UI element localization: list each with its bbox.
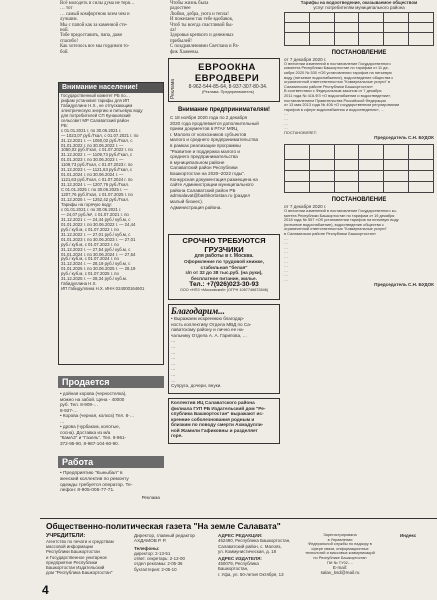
index-title: Индекс xyxy=(399,533,417,538)
text-line: руб./ куб.м, с 01.07.2024 г. по xyxy=(61,256,119,262)
text-line: ответ. секретарь: 2-12-00 xyxy=(134,556,185,562)
text-line: … xyxy=(284,258,288,264)
text-line: 01.01.2022 г. по 30.06.2022 г. — xyxy=(61,142,124,148)
greeting-block xyxy=(168,0,280,56)
text-line: и Государственное унитарное xyxy=(46,554,107,560)
text-line: электрическую энергию и питьевую воду xyxy=(61,107,143,113)
text-line: в рамках реализации программы xyxy=(170,142,241,148)
text-line: 2020 года продлевается дополнительный xyxy=(170,120,259,126)
text-line: Коллектив ИЦ Салаватского района xyxy=(171,400,255,405)
text-line: С поздравлениями Светлана и Ра- xyxy=(170,44,240,50)
text-line: руб./ куб.м, с 01.07.2025 г. по xyxy=(61,271,119,277)
text-line: С 18 ноября 2020 года по 2 декабря xyxy=(170,115,248,120)
text-line: Салаватский район Республики xyxy=(170,165,238,171)
warning-block xyxy=(168,106,280,228)
decree-2-sign: Председатель С.Н. БУДОК xyxy=(374,282,434,288)
tariff-notice xyxy=(58,82,164,365)
text-line: постановлением Правительства Российской Федерации xyxy=(284,97,386,103)
text-line: • дрова (чурбаком, колотые, xyxy=(60,424,120,429)
founders-body xyxy=(46,539,128,575)
text-line: 31.12.2023 г. — 27,54 руб./ куб.м, с xyxy=(61,246,131,252)
text-line: директор: 2-13-51 xyxy=(134,550,171,556)
masthead-footer xyxy=(40,518,437,600)
text-line: з/п от 32 до 38 тыс.руб. (на руки), xyxy=(185,270,263,276)
table-subtitle: услуг потребителям муниципального района xyxy=(313,5,405,11)
text-line: 01.01.2024 г. по 30.06.2024 г. — xyxy=(61,172,124,178)
text-line: рифам установил тарифы для ИП xyxy=(61,97,130,103)
phones-body xyxy=(134,551,212,572)
text-line: массовой информации xyxy=(46,544,93,550)
text-line: митета Республики Башкортостан по тарифам от 19 декабря xyxy=(284,212,395,218)
text-line: Башкортостан на 2020–2022 годы". xyxy=(170,170,246,176)
text-line: ИП Габидуллина Н.Х. ИНН 024000164601 xyxy=(61,286,145,292)
warning-title: Внимание предпринимателям! xyxy=(177,107,271,113)
text-line: в Салаватском районе Республики Башкортостан» xyxy=(284,230,377,236)
decree-1-title: ПОСТАНОВЛЕНИЕ xyxy=(331,49,387,56)
text-line: женский коллектив по ремонту xyxy=(60,476,129,482)
text-line: 31.12.2022 г. — 27,01 руб./ куб.м, с xyxy=(61,231,131,237)
text-line: … xyxy=(284,120,288,126)
text-line: … xyxy=(284,240,288,246)
text-line: г. Малояз от колхозников субъектов xyxy=(170,131,247,137)
text-line: • Корова (черная, колхоз) Тел. 8-… xyxy=(60,413,135,418)
loaders-org: ООО «НПЗ «Московский» (ОГРН 1087746672846) xyxy=(179,288,269,293)
text-line: В соответствии с Федеральным законом от 7 декабря xyxy=(284,88,382,94)
text-line: ла! xyxy=(170,28,177,34)
text-line: кренние соболезнования родным и xyxy=(171,416,255,422)
work-section xyxy=(58,452,164,500)
decree-1 xyxy=(284,50,434,141)
loaders-sub: для работы в г. Москва. xyxy=(194,253,254,259)
text-line: 31.12.2021 г. — 1050,02 руб./Гкал, с xyxy=(61,137,133,143)
work-title: Работа xyxy=(58,456,164,468)
text-line: • дойная корова (черностелка), xyxy=(60,391,127,396)
text-line: 01.01.2022 г. по 30.06.2022 г. — 24,44 xyxy=(61,221,136,227)
email-label: E-mail: xyxy=(332,565,348,571)
thanks-block xyxy=(168,304,280,394)
table-title: Тарифы на водоотведение, оказываемое обществом xyxy=(300,0,418,5)
text-line: ной Жамили Гафиковны и разделяет xyxy=(171,427,258,433)
evrookna-title: ЕВРООКНА ЕВРОДВЕРИ xyxy=(194,62,260,84)
text-line: стабильная "белая" xyxy=(200,264,248,270)
founders-title: УЧРЕДИТЕЛИ: xyxy=(46,533,86,539)
poem-block xyxy=(58,0,164,56)
tariff-table-mid xyxy=(284,144,434,193)
text-line: — 24,07 руб./м³, с 01.07.2021 г. по xyxy=(61,211,129,217)
text-line: … xyxy=(60,418,65,424)
text-line: 8-937-… xyxy=(60,407,78,413)
text-line: для потребителей СП Кунаковский xyxy=(61,112,131,118)
text-line: дом "Республика Башкортостан" xyxy=(46,570,113,576)
text-line: одежды требуется оператор. Те- xyxy=(60,482,133,488)
poem-line: ной. xyxy=(60,28,69,34)
text-line: … xyxy=(171,349,176,355)
poem-line: бой. xyxy=(60,49,69,55)
footer-title: Общественно-политическая газета "На земле Салавата" xyxy=(46,521,281,531)
text-line: 2018 года № 557 «Об установлении тарифов на питьевую воду xyxy=(284,217,399,223)
text-line: сайте Администрации муниципального xyxy=(170,182,254,188)
text-line: … xyxy=(284,263,288,269)
text-line: 1109,73 руб./Гкал, с 01.07.2023 г. по xyxy=(61,162,133,168)
poem-line: … самый комфортною всем чем и xyxy=(60,11,130,17)
text-line: прибылей! xyxy=(170,38,192,44)
poem-line: спасибо! xyxy=(60,38,78,44)
pub-body xyxy=(218,561,298,577)
notice-title: Внимание население! xyxy=(62,84,138,91)
text-line: РБ: xyxy=(61,122,68,128)
poem-line: Мы с папой как за каменной сте- xyxy=(60,22,128,28)
text-line: Государственный комитет РБ по… xyxy=(61,93,130,98)
text-line: С 01.01.2025 г. по 30.06.2025 г. — xyxy=(61,187,128,193)
text-line: … xyxy=(284,272,288,278)
text-line: лефон: 8-905-006-77-71. xyxy=(60,488,115,494)
text-line: … xyxy=(284,276,288,282)
text-line: 31.12.2025 г. — 28,34 руб./ куб.м. xyxy=(61,276,128,282)
text-line: … xyxy=(171,360,176,366)
text-line: … xyxy=(171,355,176,361)
text-line: в муниципальном районе xyxy=(170,159,225,165)
decree-1-date: от 7 декабря 2020 г. xyxy=(284,56,327,62)
text-line: малый бизнес). xyxy=(170,198,204,204)
condolence-body xyxy=(171,400,277,439)
text-line: Зарегистрирована xyxy=(323,532,357,537)
poem-line: … тот xyxy=(60,6,73,12)
text-line: … xyxy=(284,116,288,122)
text-line: сельсовет МР Салаватский район xyxy=(61,117,129,123)
text-line: в Управлении xyxy=(327,536,353,542)
text-line: 31.12.2025 г. — 1252,42 руб./Гкал. xyxy=(61,197,130,203)
text-line: с 01.01.2021 г. по 30.06.2021 г. xyxy=(61,127,122,133)
ad-vertical-label: Реклама xyxy=(170,78,176,99)
loaders-title: СРОЧНО ТРЕБУЮТСЯ ГРУЗЧИКИ xyxy=(182,236,266,254)
text-line: руб. Тел. 8-909-… xyxy=(60,402,99,407)
text-line: Агентство по печати и средствам xyxy=(46,539,114,544)
text-line: близким по поводу смерти Ахмадулли- xyxy=(171,422,264,427)
text-line: Чтобы жизнь была xyxy=(170,1,209,6)
notice-body xyxy=(61,94,161,292)
text-line: 1121,63 руб./Гкал, с 01.07.2024 г. по xyxy=(61,177,133,183)
text-line: спублика Башкортостан" выражают ис- xyxy=(171,411,264,416)
text-line: 2011 года № 416-ФЗ «О водоснабжении и водоотведении», xyxy=(284,93,392,99)
text-line: сосна). Доставка из м/а xyxy=(60,429,111,435)
text-line: … xyxy=(284,111,288,117)
text-line: … xyxy=(171,343,176,349)
warning-body xyxy=(168,115,280,210)
text-line: Республики Башкортостан xyxy=(46,549,100,555)
text-line: 31.12.2024 г. — 1207,76 руб./Гкал. xyxy=(61,182,130,188)
work-body xyxy=(58,470,164,495)
text-line: admsalavat@bashkortostan.ru (раздел xyxy=(170,193,251,199)
text-line: … xyxy=(284,235,288,241)
text-line: предприятие Республики xyxy=(46,559,98,565)
email-value: salav_ksd@mail.ru xyxy=(320,570,360,576)
text-line: … xyxy=(284,125,288,131)
text-line: лаватскому району и лично ее на- xyxy=(171,327,245,333)
text-line: 452490, Республика Башкортостан, xyxy=(218,538,291,544)
work-footer: Реклама xyxy=(141,495,160,501)
text-line: Салаватский район, с. Малояз, xyxy=(218,543,282,549)
text-line: Габидуллине Н.Х., не отпускающим xyxy=(61,102,133,108)
text-line: отдел рекламы: 2-05-36 xyxy=(134,561,183,567)
text-line: технологий и массовых коммуникаций xyxy=(305,550,375,556)
text-line: 31.12.2021 г. — 24,44 руб./ куб.м, с xyxy=(61,216,131,222)
text-line: … xyxy=(171,377,176,383)
page-number: 4 xyxy=(42,583,49,597)
text-line: 372-95-90, 8-987-104-60-90. xyxy=(60,440,119,446)
text-line: сфере связи, информационных xyxy=(311,545,369,551)
text-line: "Развитие и поддержка малого и xyxy=(170,148,240,154)
text-line: по Республике Башкортостан xyxy=(313,554,367,560)
thanks-title: Благодарим... xyxy=(171,306,225,316)
text-line: ограниченной ответственностью "Коммунальные услуги" xyxy=(284,226,387,232)
text-line: … xyxy=(171,338,176,344)
text-line: 1207,76 руб./Гкал, с 01.07.2025 г. по xyxy=(61,192,133,198)
text-line: ПИ № ТУ02-… xyxy=(326,559,354,565)
decree-1-sign: Председатель С.Н. БУДОК xyxy=(374,135,434,141)
text-line: 31.12.2024 г. — 28,19 руб./ куб.м, с xyxy=(61,261,131,267)
text-line: чальнику Отдела А. А. Гарипова, … xyxy=(171,332,248,338)
text-line: 1050,02 руб./Гкал, с 01.07.2022 г. по xyxy=(61,147,133,153)
text-line: Оформление по трудовой книжке, xyxy=(184,259,264,265)
decree-2-body xyxy=(284,209,434,283)
text-line: Федеральной службы по надзору в xyxy=(308,541,372,547)
text-line: … xyxy=(284,249,288,255)
text-line: Конкурсная документация размещена на xyxy=(170,176,258,182)
sale-body xyxy=(58,390,164,447)
text-line: … xyxy=(284,244,288,250)
sale-section xyxy=(58,372,164,447)
text-line: О внесении изменений в постановление Государственного ко- xyxy=(284,207,397,213)
text-line: … xyxy=(171,366,176,372)
text-line: бесплатное питание, жилье. xyxy=(191,275,257,281)
text-line: "КамАЗ" и "Газель". Тел. 8-961- xyxy=(60,435,127,440)
poem-line: Тобе предоставить, папа, даже xyxy=(60,33,123,39)
text-line: филиала ГУП РБ Издательский дом "Ре- xyxy=(171,405,266,411)
middle-column xyxy=(168,0,280,515)
editor-phones xyxy=(134,533,212,572)
sale-title: Продается xyxy=(58,376,164,388)
reg-body xyxy=(304,533,376,565)
text-line: Салаватском районе Республики Башкортостан» xyxy=(284,83,373,89)
addr-body xyxy=(218,538,298,554)
evrookna-ad xyxy=(168,58,280,102)
text-line: Башкортостан, xyxy=(218,566,249,572)
addresses xyxy=(218,533,298,577)
text-line: фик Хажеевы. xyxy=(170,49,199,55)
text-line: Тарифы на горячую воду: xyxy=(61,201,113,207)
poem-line: Всё молодеть и силы дума не теря… xyxy=(60,1,135,6)
text-line: — 1023,07 руб./Гкал, с 01.07.2021 г. по xyxy=(61,132,139,138)
decree-1-body xyxy=(284,62,434,136)
text-line: руб./ куб.м, с 01.07.2022 г. по xyxy=(61,226,119,232)
loaders-phone: Тел.: +7(926)023-30-93 xyxy=(189,280,259,288)
text-line: 450079, Республика xyxy=(218,561,259,567)
text-line: Габидуллина Н.Х. xyxy=(61,281,97,287)
decree-2-title: ПОСТАНОВЛЕНИЕ xyxy=(331,196,387,203)
text-line: Администрация района. xyxy=(170,204,222,210)
text-line: района Салаватский район РБ xyxy=(170,187,236,193)
text-line: руб./ куб.м, с 01.07.2023 г. по xyxy=(61,241,119,247)
text-line: 31.12.2022 г. — 1109,73 руб./Гкал, с xyxy=(61,152,133,158)
loaders-ad xyxy=(168,234,280,300)
text-line: тарифов в сфере водоснабжения и водоотведения», … xyxy=(284,106,385,112)
condolence-block xyxy=(168,398,280,444)
text-line: • Предприятию "Кыныбал" в xyxy=(60,471,123,476)
addr-title: АДРЕС РЕДАКЦИИ: xyxy=(218,533,263,538)
text-line: Супруга, дочери, внуки. xyxy=(171,383,222,389)
text-line: И пожелаем так тебе вдобавок, xyxy=(170,17,234,23)
index-block xyxy=(382,533,434,538)
poem-line: лучшим. xyxy=(60,17,78,23)
left-column xyxy=(58,0,164,515)
text-line: комитета Республики Башкортостан по тарифам от 11 де- xyxy=(284,65,389,71)
registration xyxy=(304,533,376,576)
tariff-table-top xyxy=(284,12,434,46)
text-line: 01.01.2024 г. по 30.06.2024 г. — 27,54 xyxy=(61,251,136,257)
text-line: с 01.01.2021 г. по 30.06.2021 г. xyxy=(61,206,122,212)
text-line: кабря 2020 № 530 «Об установлении тарифов на питьевую xyxy=(284,70,392,76)
phones-title: Телефоны: xyxy=(134,545,160,551)
text-line: среднего предпринимательства xyxy=(170,154,238,160)
text-line: г. Уфа, ул. 50-летия Октября, 13 xyxy=(218,571,284,577)
text-line: ограниченной ответственностью "Коммунальные услуги" в xyxy=(284,79,391,85)
text-line: … xyxy=(171,371,176,377)
text-line: от 13 мая 2013 года № 406 «О государственном регулировании xyxy=(284,102,400,108)
text-line: 31.12.2023 г. — 1121,63 руб./Гкал, с xyxy=(61,167,133,173)
text-line: (питьевое водоснабжение), водоотведение общества с xyxy=(284,221,384,227)
evrookna-phones: 8-962-544-85-64, 8-937-307-80-34. xyxy=(188,84,268,90)
text-line: 01.01.2023 г. по 30.06.2023 г. — xyxy=(61,157,124,163)
text-line: горе. xyxy=(171,433,183,438)
editor: Директор, главный редактор АХДАМОВ Р. Р. xyxy=(134,533,195,544)
text-line: • Выражаем искреннюю благодар- xyxy=(171,316,245,321)
text-line: можно на забой. Цена - 40000 xyxy=(60,396,125,402)
right-column xyxy=(284,0,434,515)
text-line: … xyxy=(284,253,288,259)
text-line: Здоровья крепкого и денежных xyxy=(170,33,234,39)
text-line: малого и среднего предпринимательства xyxy=(170,137,259,143)
decree-2 xyxy=(284,197,434,288)
loaders-body xyxy=(171,259,277,281)
text-line: ПОСТАНОВЛЯЕТ: xyxy=(284,129,318,135)
text-line: ность коллективу Отдела МВД по Са- xyxy=(171,321,252,327)
pub-title: АДРЕС ИЗДАТЕЛЯ: xyxy=(218,555,262,561)
founders xyxy=(46,533,128,575)
decree-2-date: от 7 декабря 2020 г. xyxy=(284,203,327,209)
text-line: О внесении изменений в постановление Государственного xyxy=(284,60,391,66)
text-line: 01.01.2023 г. по 30.06.2023 г. — 27,01 xyxy=(61,236,136,242)
evrookna-note: (Реклама. Предприниматель) xyxy=(202,90,254,95)
text-line: прием документов в РГАУ МФЦ xyxy=(170,126,238,132)
text-line: 01.01.2025 г. по 30.06.2025 г. — 28,19 xyxy=(61,266,136,272)
text-line: радостнее xyxy=(170,6,191,12)
text-line: Башкортостан Издательский xyxy=(46,565,105,571)
text-line: Любви, добра, уюта и тепла! xyxy=(170,11,229,17)
text-line: Чтоб ты всегда счастливой бы- xyxy=(170,22,234,28)
text-line: воду (питьевое водоснабжение), водоотведение общества с xyxy=(284,74,394,80)
thanks-body xyxy=(171,316,277,389)
poem-line: Как хотелось все мы гордимся то- xyxy=(60,44,130,50)
text-line: … xyxy=(284,267,288,273)
text-line: бухгалтерия: 2-05-10 xyxy=(134,566,177,572)
text-line: ул. Коммунистическая, д. 18 xyxy=(218,548,277,554)
